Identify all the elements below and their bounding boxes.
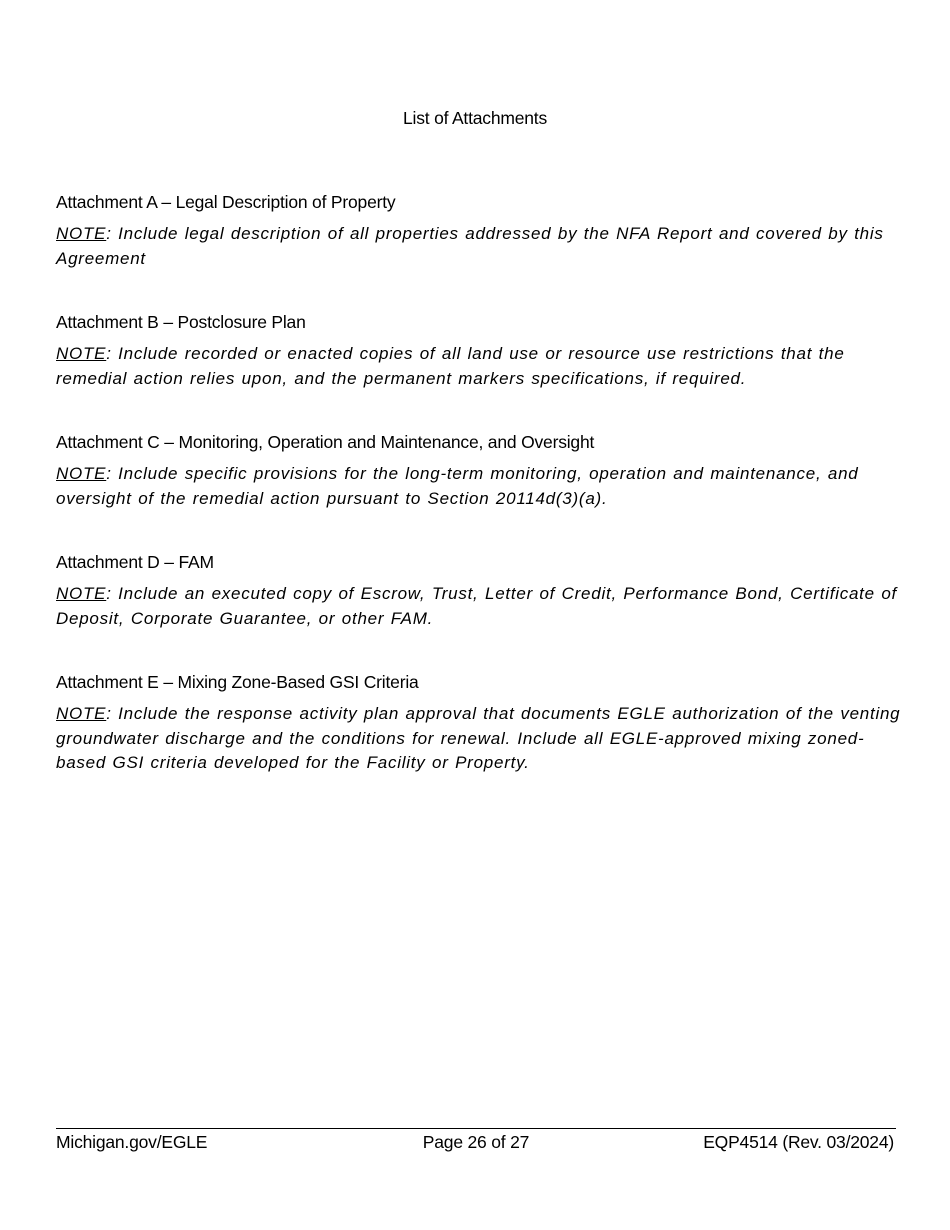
footer-form-id: EQP4514 (Rev. 03/2024) (703, 1132, 894, 1152)
attachment-heading: Attachment D – FAM (56, 552, 214, 572)
attachment-heading: Attachment C – Monitoring, Operation and Maintenance, and Oversight (56, 432, 595, 452)
footer-website: Michigan.gov/EGLE (56, 1132, 208, 1152)
note-text: : Include specific provisions for the long-term monitoring, operation and maintenance, and oversight of the remedial action pursuant to Section 20114d(3)(a). (56, 464, 859, 508)
note-label: NOTE (56, 464, 107, 483)
note-label: NOTE (56, 224, 107, 243)
attachment-heading: Attachment B – Postclosure Plan (56, 312, 306, 332)
attachment-note (56, 462, 901, 511)
note-text: : Include an executed copy of Escrow, Trust, Letter of Credit, Performance Bond, Certificate of Deposit, Corporate Guarantee, or other FAM. (56, 584, 898, 628)
attachment-note (56, 342, 901, 391)
attachment-note (56, 582, 901, 631)
footer-page-number: Page 26 of 27 (422, 1132, 530, 1152)
attachment-note (56, 222, 901, 271)
page-title: List of Attachments (402, 108, 548, 128)
attachment-c (56, 431, 901, 511)
attachment-e (56, 671, 901, 776)
note-text: : Include the response activity plan approval that documents EGLE authorization of the venting groundwater discharge and the conditions for renewal. Include all EGLE-approved mixing zoned-based GSI criteria developed for the Facility or Property. (56, 704, 901, 772)
attachment-heading: Attachment A – Legal Description of Property (56, 192, 396, 212)
attachment-b (56, 311, 901, 391)
note-label: NOTE (56, 584, 107, 603)
attachment-note (56, 702, 901, 776)
note-text: : Include legal description of all properties addressed by the NFA Report and covered by this Agreement (56, 224, 884, 268)
attachment-heading: Attachment E – Mixing Zone-Based GSI Criteria (56, 672, 419, 692)
note-label: NOTE (56, 344, 107, 363)
attachment-a (56, 191, 901, 271)
attachment-d (56, 551, 901, 631)
page-footer (56, 1128, 896, 1152)
note-label: NOTE (56, 704, 107, 723)
note-text: : Include recorded or enacted copies of all land use or resource use restrictions that the remedial action relies upon, and the permanent markers specifications, if required. (56, 344, 845, 388)
